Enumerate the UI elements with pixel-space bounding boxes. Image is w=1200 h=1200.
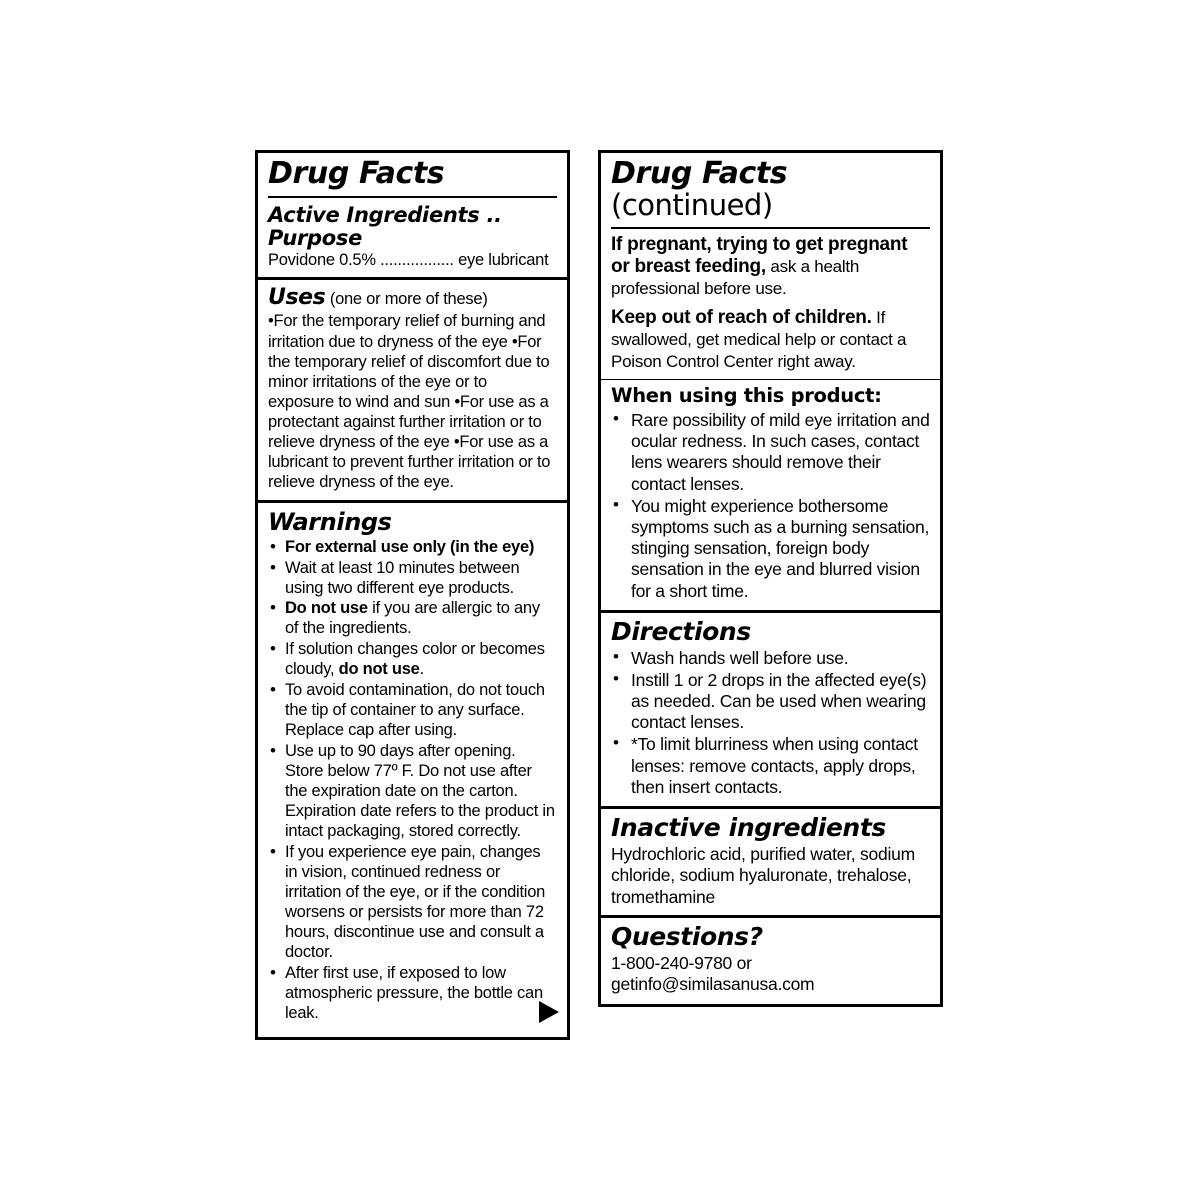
uses-text: •For the temporary relief of burning and irritation due to dryness of the eye •For the temporary relief of discomfort due to minor irritations of the eye or to exposure to wind and sun •For use as a protectant against further irritation or to relieve dryness of the eye •For use as a lubricant to prevent further irritation or to relieve dryness of the eye. (268, 312, 551, 492)
warnings-list (268, 538, 557, 1024)
questions-heading: Questions? (611, 921, 763, 951)
uses-section (258, 280, 567, 502)
warning-text: To avoid contamination, do not touch the tip of container to any surface. Replace cap after using. (285, 681, 545, 740)
list-item (611, 734, 930, 798)
warnings-section (258, 503, 567, 1032)
warning-text: Wait at least 10 minutes between using two different eye products. (285, 558, 520, 597)
list-item (268, 640, 557, 680)
directions-heading: Directions (611, 616, 751, 646)
directions-list (611, 648, 930, 798)
list-item (268, 599, 557, 639)
list-item (268, 742, 557, 842)
uses-heading-row (268, 285, 557, 310)
list-item (268, 681, 557, 741)
when-using-text: Rare possibility of mild eye irritation and ocular redness. In such cases, contact lens wearers should remove their contact lenses. (631, 410, 930, 494)
page-title-text: Drug Facts (611, 156, 788, 191)
directions-section (601, 613, 940, 809)
warning-tail: . (419, 660, 424, 679)
page-title-continued (611, 155, 930, 223)
inactive-ingredients-text: Hydrochloric acid, purified water, sodium chloride, sodium hyaluronate, trehalose, tromethamine (611, 843, 915, 907)
directions-text: Instill 1 or 2 drops in the affected eye(s) as needed. Can be used when wearing contact lenses. (631, 669, 927, 733)
directions-text: Wash hands well before use. (631, 647, 849, 668)
inactive-ingredients-heading: Inactive ingredients (611, 812, 886, 842)
children-text-wrap (611, 307, 930, 374)
inactive-ingredients-section (601, 809, 940, 918)
warning-text: If solution changes color or becomes cloudy, (285, 640, 545, 679)
uses-heading: Uses (268, 285, 326, 311)
list-item (611, 648, 930, 669)
when-using-text: You might experience bothersome symptoms such as a burning sensation, stinging sensation, foreign body sensation in the eye and blurred vision for a short time. (631, 495, 930, 601)
pregnancy-text-wrap (611, 234, 930, 301)
active-ingredients-heading: Active Ingredients .. Purpose (268, 202, 502, 250)
children-warning (601, 303, 940, 381)
list-item (268, 843, 557, 963)
when-using-heading: When using this product: (611, 384, 882, 408)
drug-facts-panel-left (255, 150, 570, 1040)
drug-facts-panel-right (598, 150, 943, 1007)
active-ingredients-section (258, 198, 567, 281)
pregnancy-bold-lead: If pregnant, trying to get pregnant or breast feeding, (611, 234, 908, 278)
warnings-heading: Warnings (268, 507, 392, 536)
when-using-section (601, 380, 940, 612)
active-ingredients-line: Povidone 0.5% ................. eye lubricant (268, 250, 549, 269)
list-item (611, 496, 930, 602)
list-item (611, 670, 930, 734)
pregnancy-text: ask a health professional before use. (611, 257, 860, 299)
questions-email: getinfo@similasanusa.com (611, 974, 815, 995)
warning-text: if you are allergic to any of the ingredients. (285, 599, 540, 638)
list-item (268, 559, 557, 599)
children-text: If swallowed, get medical help or contact a Poison Control Center right away. (611, 307, 907, 372)
list-item (268, 964, 557, 1024)
list-item (268, 538, 557, 558)
warning-bold-lead: Do not use (285, 599, 368, 618)
warning-bold-tail: do not use (338, 660, 420, 679)
warning-text: After first use, if exposed to low atmospheric pressure, the bottle can leak. (285, 963, 543, 1022)
questions-phone: 1-800-240-9780 or (611, 952, 752, 973)
continued-arrow-icon (539, 1001, 559, 1023)
list-item (611, 410, 930, 495)
warning-bold-lead: For external use only (in the eye) (285, 537, 535, 556)
questions-section (601, 918, 940, 1003)
uses-heading-note: (one or more of these) (329, 290, 488, 309)
right-title-block (601, 153, 940, 227)
when-using-list (611, 410, 930, 602)
warning-text: Use up to 90 days after opening. Store below 77º F. Do not use after the expiration date on the carton. Expiration date refers to the product in intact packaging, stored correctly. (285, 742, 555, 840)
warning-text: If you experience eye pain, changes in vision, continued redness or irritation of the eye, or if the condition worsens or persists for more than 72 hours, discontinue use and consult a doctor. (285, 842, 546, 961)
children-bold-lead: Keep out of reach of children. (611, 306, 872, 328)
page-title: Drug Facts (268, 156, 445, 191)
left-title-block (258, 153, 567, 196)
page-title-continued-note: (continued) (611, 187, 773, 222)
pregnancy-warning (601, 229, 940, 303)
directions-text: *To limit blurriness when using contact lenses: remove contacts, apply drops, then insert contacts. (631, 734, 918, 797)
